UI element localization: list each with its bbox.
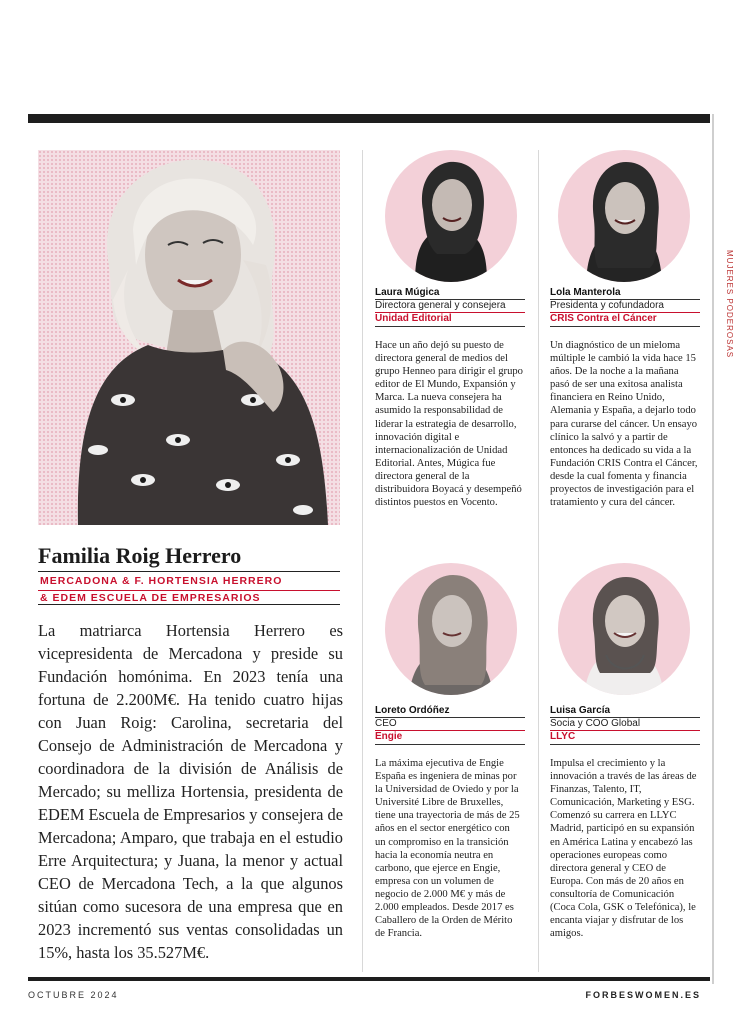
profile-role-loreto: CEO <box>375 718 397 729</box>
divider <box>38 590 340 591</box>
divider <box>375 744 525 745</box>
profile-org-laura: Unidad Editorial <box>375 313 452 324</box>
footer-issue: OCTUBRE 2024 <box>28 990 119 1000</box>
portrait-illustration <box>38 150 340 525</box>
divider <box>375 717 525 718</box>
divider <box>550 744 700 745</box>
profile-name-loreto: Loreto Ordóñez <box>375 705 450 716</box>
main-portrait-photo <box>38 150 340 525</box>
profile-body-luisa: Impulsa el crecimiento y la innovación a través de las áreas de Finanzas, Talento, IT, Comunicación, Marketing y ESG. Comenzó su carrera en LLYC Madrid, participó en su expansión en América Latina y encabezó las operaciones europeas como directora general y CEO de Europa. Con más de 20 años en consultoría de Comunicación (Coca Cola, GSK o Telefónica), le encanta viajar y disfrutar de los amigos. <box>550 758 697 940</box>
profile-body-lola: Un diagnóstico de un mieloma múltiple le cambió la vida hace 15 años. De la noche a la mañana pasó de ser una exitosa analista financiera en Reino Unido, Alemania y España, a dejarlo todo para curarse del cáncer. Un ensayo clínico la salvó y a partir de entonces ha dedicado su vida a la Fundación CRIS Contra el Cáncer, desde la cual fomenta y financia proyectos de investigación para el tratamiento y cura del cáncer. <box>550 340 698 509</box>
divider <box>375 326 525 327</box>
side-section-label: MUJERES PODEROSAS <box>725 250 734 359</box>
profile-name-luisa: Luisa García <box>550 705 611 716</box>
main-profile-body: La matriarca Hortensia Herrero es vicepresidenta de Mercadona y preside su Fundación homónima. En 2023 tenía una fortuna de 2.200M€. Ha tenido cuatro hijas con Juan Roig: Carolina, secretaria del Consejo de Administración de Mercadona y coordinadora de la división de Análisis de Mercado; su melliza Hortensia, presidenta de EDEM Escuela de Empresarios y consejera de Mercadona; Amparo, que trabaja en el estudio Erre Arquitectura; y Juana, la menor y actual CEO de Mercadona Tech, a la que algunos sitúan como sucesora de una empresa que en 2023 incrementó sus ventas consolidadas un 15%, hasta los 35.527M€. <box>38 621 343 962</box>
profile-photo-luisa <box>558 563 690 695</box>
main-org-line-2: & EDEM ESCUELA DE EMPRESARIOS <box>40 592 261 604</box>
profile-body-loreto: La máxima ejecutiva de Engie España es ingeniera de minas por la Universidad de Oviedo y por la Université Libre de Bruxelles, tiene una trayectoria de más de 25 años en el sector energético con un compromiso en la transición hacia la economía neutra en carbono, que ejerce en Engie, empresa con un volumen de negocio de 2.000 M€ y más de 2.000 empleados. Desde 2017 es Caballero de la Orden de Mérito de Francia. <box>375 758 520 940</box>
profile-role-luisa: Socia y COO Global <box>550 718 641 729</box>
column-separator <box>362 150 363 972</box>
profile-photo-laura <box>385 150 517 282</box>
profile-org-lola: CRIS Contra el Cáncer <box>550 313 657 324</box>
divider <box>38 571 340 572</box>
top-rule <box>28 114 710 123</box>
profile-role-lola: Presidenta y cofundadora <box>550 300 664 311</box>
side-rule <box>712 114 714 984</box>
profile-name-lola: Lola Manterola <box>550 287 621 298</box>
divider <box>38 604 340 605</box>
footer-site: FORBESWOMEN.ES <box>585 990 701 1000</box>
profile-org-loreto: Engie <box>375 731 403 742</box>
main-org-line-1: MERCADONA & F. HORTENSIA HERRERO <box>40 575 283 587</box>
profile-org-luisa: LLYC <box>550 731 576 742</box>
profile-photo-loreto <box>385 563 517 695</box>
column-separator <box>538 150 539 972</box>
profile-body-laura: Hace un año dejó su puesto de directora general de medios del grupo Henneo para dirigir el grupo editor de El Mundo, Expansión y Marca. La nueva consejera ha asumido la responsabilidad de liderar la estrategia de desarrollo, innovación digital e internacionalización de Unidad Editorial. Antes, Múgica fue directora general de la distribuidora Boyacá y desempeñó distintos puestos en Vocento. <box>375 340 523 509</box>
profile-role-laura: Directora general y consejera <box>375 300 506 311</box>
bottom-rule <box>28 977 710 981</box>
divider <box>550 326 700 327</box>
profile-photo-lola <box>558 150 690 282</box>
profile-name-laura: Laura Múgica <box>375 287 440 298</box>
main-profile-name: Familia Roig Herrero <box>38 543 242 568</box>
